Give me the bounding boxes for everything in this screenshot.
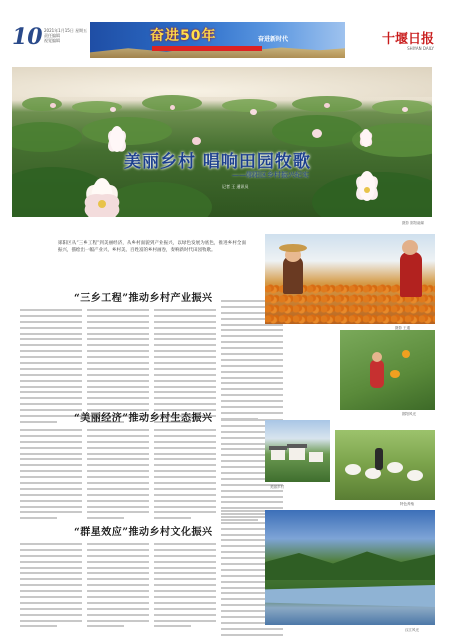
text-line (154, 435, 216, 437)
text-line (221, 377, 283, 379)
text-line (87, 488, 149, 490)
banner-subtitle: 奋进新时代 (258, 36, 289, 43)
text-line (87, 596, 149, 598)
text-line (87, 476, 149, 478)
text-line (87, 327, 149, 329)
hero-subheadline: ——郧阳区乡村振兴纪实 (232, 171, 309, 179)
text-line (154, 315, 216, 317)
lotus-leaf (12, 122, 82, 152)
text-line (87, 362, 149, 364)
text-line (87, 356, 149, 358)
sheep-photo (335, 430, 435, 500)
text-line (221, 496, 283, 498)
text-line (87, 380, 149, 382)
text-line (20, 584, 82, 586)
text-line (20, 602, 82, 604)
text-column (20, 543, 82, 631)
text-line (154, 482, 216, 484)
text-line (154, 397, 216, 399)
text-line (20, 350, 82, 352)
text-line (20, 482, 82, 484)
text-line (20, 476, 82, 478)
meta-line: 2021年1月15日 星期五 (44, 28, 88, 33)
lotus-flower-icon (352, 125, 380, 147)
text-line (20, 506, 82, 508)
banner-strip (152, 46, 262, 51)
newspaper-brand-sub: SHIYAN DAILY (407, 46, 434, 51)
text-line (154, 362, 216, 364)
text-line (154, 561, 216, 563)
text-line (154, 403, 216, 405)
text-line (20, 333, 82, 335)
photo-caption: 摄影 王通 (395, 326, 411, 330)
section-title-ecology: “美丽经济”推动乡村生态振兴 (74, 413, 213, 424)
newspaper-brand: 十堰日报 (381, 32, 434, 47)
text-line (87, 578, 149, 580)
text-line (87, 441, 149, 443)
village-photo (265, 420, 330, 482)
text-line (154, 309, 216, 311)
text-line (221, 371, 283, 373)
text-line (20, 429, 82, 431)
text-line (87, 620, 149, 622)
text-line (87, 614, 149, 616)
text-line (87, 482, 149, 484)
page-header (12, 22, 438, 58)
text-line (87, 397, 149, 399)
text-line (87, 435, 149, 437)
text-line (221, 400, 283, 402)
text-line (154, 555, 216, 557)
hero-photo (12, 67, 432, 217)
text-line (87, 391, 149, 393)
text-line (154, 386, 216, 388)
text-line (87, 368, 149, 370)
text-line (20, 500, 82, 502)
text-line (87, 321, 149, 323)
text-line (154, 374, 216, 376)
text-line (20, 338, 82, 340)
text-line (20, 409, 82, 411)
text-line (20, 421, 57, 423)
text-line (154, 511, 216, 513)
text-line (20, 464, 82, 466)
hero-sky (12, 67, 432, 97)
text-line (20, 321, 82, 323)
river-photo (265, 510, 435, 625)
text-line (154, 441, 216, 443)
text-line (87, 309, 149, 311)
text-line (154, 488, 216, 490)
page-number: 10 (12, 24, 43, 50)
text-line (221, 394, 283, 396)
text-line (154, 608, 216, 610)
text-line (221, 347, 283, 349)
text-line (221, 329, 283, 331)
text-line (87, 403, 149, 405)
text-column (154, 543, 216, 631)
text-line (20, 620, 82, 622)
text-line (154, 453, 216, 455)
text-line (87, 333, 149, 335)
text-line (20, 453, 82, 455)
text-line (20, 561, 82, 563)
text-line (221, 406, 283, 408)
text-line (87, 344, 149, 346)
text-line (87, 386, 149, 388)
text-line (87, 500, 149, 502)
text-line (87, 543, 149, 545)
text-line (154, 567, 216, 569)
text-line (87, 608, 149, 610)
photo-caption: 特色养殖 (400, 502, 414, 506)
text-line (20, 494, 82, 496)
section-title-culture: “群星效应”推动乡村文化振兴 (74, 527, 213, 538)
text-line (20, 309, 82, 311)
text-line (154, 321, 216, 323)
orchard-photo (340, 330, 435, 410)
text-line (154, 350, 216, 352)
banner-title: 奋进50年 (150, 28, 217, 44)
text-line (154, 517, 191, 519)
text-line (87, 458, 149, 460)
text-column (20, 309, 82, 369)
text-line (87, 549, 149, 551)
text-line (154, 429, 216, 431)
text-line (20, 447, 82, 449)
text-line (20, 543, 82, 545)
text-line (87, 567, 149, 569)
text-line (154, 344, 216, 346)
text-line (20, 488, 82, 490)
text-line (87, 429, 149, 431)
text-line (87, 464, 149, 466)
text-line (20, 608, 82, 610)
text-line (20, 391, 82, 393)
text-line (20, 415, 82, 417)
text-line (154, 464, 216, 466)
text-line (221, 365, 283, 367)
photo-caption: 郧阳风光 (402, 412, 416, 416)
hero-photo-caption: 摄影 郧阳融媒 (402, 221, 425, 225)
text-line (221, 359, 283, 361)
text-line (154, 356, 216, 358)
text-line (154, 590, 216, 592)
text-line (154, 458, 216, 460)
text-column (87, 543, 149, 631)
persimmon-photo (265, 234, 435, 324)
text-line (154, 476, 216, 478)
intro-paragraph: 郧阳区从“三乡工程”到美丽经济，从乡村面貌到产业振兴，以绿色发展为底色，推进乡村全面振兴，描绘出一幅产业兴、乡村美、百姓富的乡村画卷，奏响新时代田园牧歌。 (58, 241, 246, 253)
text-line (20, 511, 82, 513)
lotus-flower-icon (342, 162, 392, 202)
photo-caption: 汉江风光 (405, 628, 419, 632)
text-line (87, 602, 149, 604)
text-line (154, 494, 216, 496)
hero-headline: 美丽乡村 唱响田园牧歌 (124, 152, 311, 172)
text-line (154, 584, 216, 586)
text-line (221, 353, 283, 355)
text-line (87, 506, 149, 508)
text-line (20, 315, 82, 317)
text-line (87, 572, 149, 574)
text-column (87, 429, 149, 523)
text-line (20, 441, 82, 443)
meta-line: 视觉编辑 (44, 38, 60, 43)
text-line (20, 555, 82, 557)
text-line (20, 578, 82, 580)
text-line (154, 549, 216, 551)
text-line (221, 335, 283, 337)
section-title-industry: “三乡工程”推动乡村产业振兴 (74, 293, 213, 304)
text-line (154, 596, 216, 598)
text-line (20, 517, 57, 519)
text-line (87, 374, 149, 376)
text-line (154, 447, 216, 449)
text-line (154, 500, 216, 502)
text-line (221, 628, 283, 630)
meta-line: 责任编辑 (44, 33, 60, 38)
text-line (87, 584, 149, 586)
text-line (221, 388, 283, 390)
text-line (87, 517, 124, 519)
text-line (154, 625, 191, 627)
hero-byline: 记者 王 通讯员 (222, 184, 249, 189)
text-line (20, 625, 57, 627)
text-line (87, 338, 149, 340)
text-line (221, 634, 283, 636)
text-line (20, 590, 82, 592)
photo-caption: 美丽乡村 (270, 485, 284, 489)
text-line (87, 561, 149, 563)
text-line (20, 327, 82, 329)
text-line (154, 333, 216, 335)
text-line (154, 602, 216, 604)
text-line (20, 386, 82, 388)
lotus-leaf (22, 97, 62, 111)
text-line (20, 362, 82, 364)
text-line (20, 356, 82, 358)
text-line (87, 470, 149, 472)
text-line (154, 506, 216, 508)
text-line (87, 511, 149, 513)
text-line (87, 453, 149, 455)
text-line (154, 338, 216, 340)
text-line (221, 382, 283, 384)
anniversary-banner (90, 22, 345, 58)
text-line (154, 614, 216, 616)
text-line (221, 412, 283, 414)
text-line (20, 403, 82, 405)
text-line (87, 350, 149, 352)
text-line (20, 567, 82, 569)
text-line (87, 494, 149, 496)
text-line (20, 435, 82, 437)
text-line (20, 374, 82, 376)
text-line (20, 380, 82, 382)
text-line (20, 458, 82, 460)
text-line (154, 380, 216, 382)
text-line (87, 555, 149, 557)
text-line (221, 501, 283, 503)
text-line (20, 614, 82, 616)
text-line (87, 447, 149, 449)
text-line (20, 596, 82, 598)
text-column (20, 429, 82, 523)
text-line (154, 543, 216, 545)
text-line (20, 549, 82, 551)
text-line (154, 572, 216, 574)
text-line (221, 341, 283, 343)
text-line (20, 572, 82, 574)
text-line (20, 344, 82, 346)
text-line (87, 315, 149, 317)
text-line (20, 470, 82, 472)
text-line (87, 590, 149, 592)
text-line (154, 578, 216, 580)
text-line (154, 368, 216, 370)
text-line (154, 391, 216, 393)
text-line (87, 625, 124, 627)
text-line (154, 620, 216, 622)
text-line (154, 470, 216, 472)
text-line (20, 368, 82, 370)
text-line (154, 327, 216, 329)
text-column (154, 429, 216, 523)
text-line (20, 397, 82, 399)
